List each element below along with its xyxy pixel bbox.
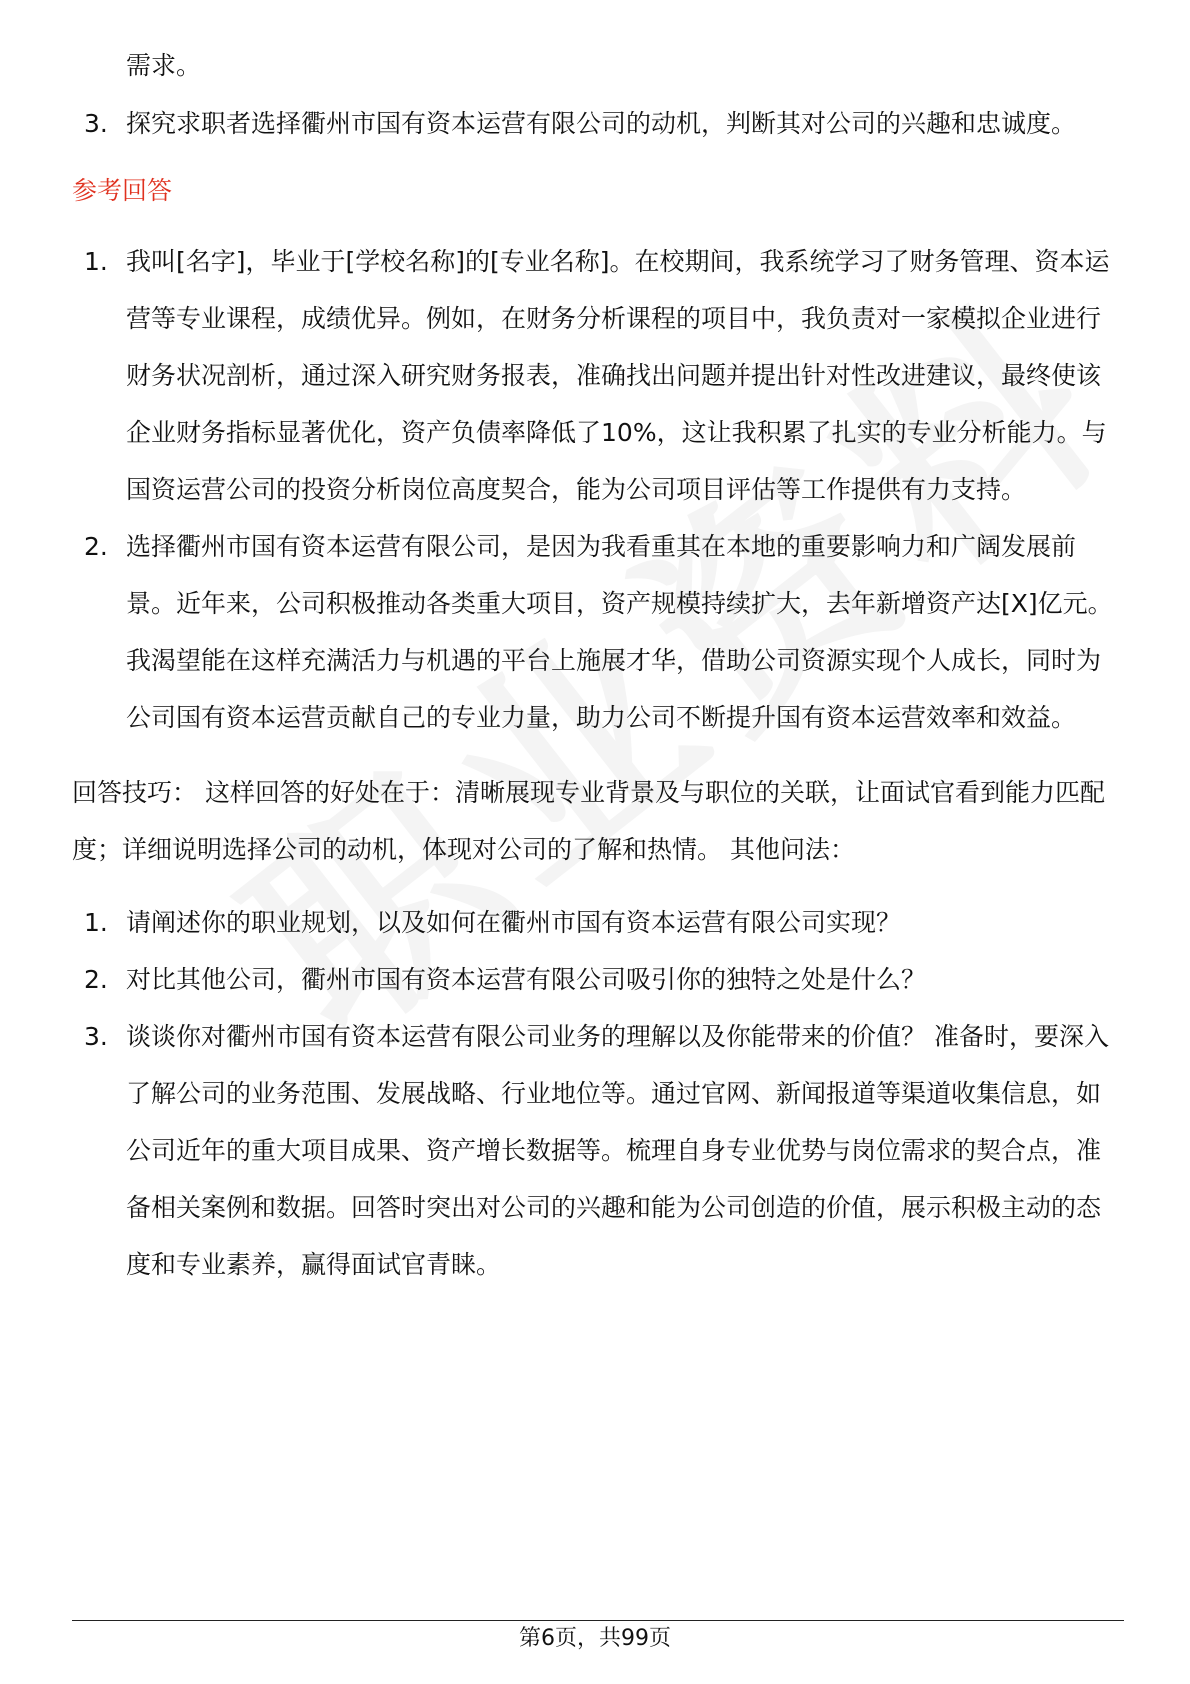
list-number: 3. [84,109,108,138]
list-text: 请阐述你的职业规划，以及如何在衢州市国有资本运营有限公司实现？ [126,908,902,937]
reference-answer-heading: 参考回答 [72,176,173,205]
page-content [72,44,1120,1293]
list-item [72,951,1120,1008]
list-item [72,894,1120,951]
list-number: 3. [84,1022,108,1051]
list-text: 我叫[名字]，毕业于[学校名称]的[专业名称]。在校期间，我系统学习了财务管理、资本运营等专业课程，成绩优异。例如，在财务分析课程的项目中，我负责对一家模拟企业进行财务状况剖析，通过深入研究财务报表，准确找出问题并提出针对性改进建议，最终使该企业财务指标显著优化，资产负债率降低了10%，这让我积累了扎实的专业分析能力。与国资运营公司的投资分析岗位高度契合，能为公司项目评估等工作提供有力支持。 [126,247,1110,504]
list-item [72,1008,1120,1293]
continuation-text: 需求。 [126,51,202,80]
list-text: 对比其他公司，衢州市国有资本运营有限公司吸引你的独特之处是什么？ [126,965,927,994]
list-text: 探究求职者选择衢州市国有资本运营有限公司的动机，判断其对公司的兴趣和忠诚度。 [126,109,1077,138]
list-item [72,518,1120,746]
answer-tips: 回答技巧： 这样回答的好处在于：清晰展现专业背景及与职位的关联，让面试官看到能力匹配度；详细说明选择公司的动机，体现对公司的了解和热情。 其他问法： [72,778,1105,864]
answer-list [72,233,1120,746]
list-number: 1. [84,247,108,276]
list-text: 谈谈你对衢州市国有资本运营有限公司业务的理解以及你能带来的价值？ 准备时，要深入了解公司的业务范围、发展战略、行业地位等。通过官网、新闻报道等渠道收集信息，如公司近年的重大项目成果、资产增长数据等。梳理自身专业优势与岗位需求的契合点，准备相关案例和数据。回答时突出对公司的兴趣和能为公司创造的价值，展示积极主动的态度和专业素养，赢得面试官青睐。 [126,1022,1109,1279]
list-number: 2. [84,532,108,561]
other-questions-list [72,894,1120,1293]
list-number: 2. [84,965,108,994]
intro-list [72,95,1120,152]
list-number: 1. [84,908,108,937]
list-item [72,233,1120,518]
footer-divider [72,1620,1124,1621]
page-number: 第6页，共99页 [519,1626,671,1651]
list-text: 选择衢州市国有资本运营有限公司，是因为我看重其在本地的重要影响力和广阔发展前景。近年来，公司积极推动各类重大项目，资产规模持续扩大，去年新增资产达[X]亿元。我渴望能在这样充满活力与机遇的平台上施展才华，借助公司资源实现个人成长，同时为公司国有资本运营贡献自己的专业力量，助力公司不断提升国有资本运营效率和效益。 [126,532,1113,732]
list-item [72,95,1120,152]
